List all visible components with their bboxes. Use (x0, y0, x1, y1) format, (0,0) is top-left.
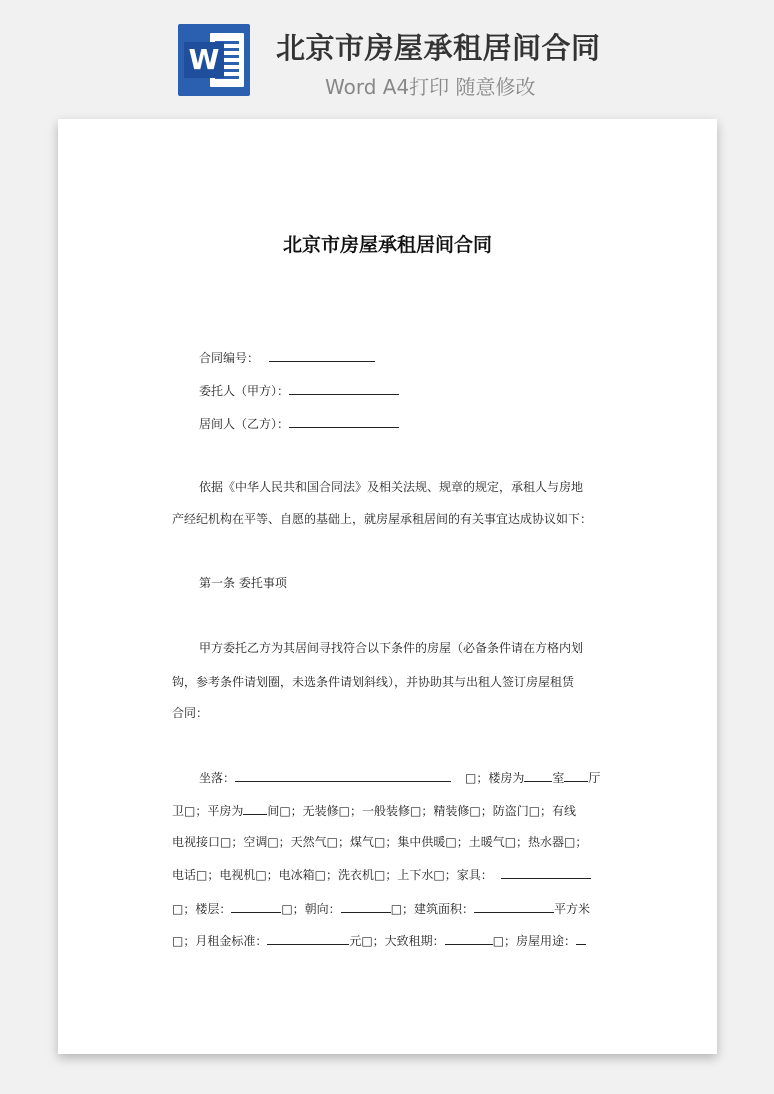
article-1-title: 第一条 委托事项 (199, 576, 287, 590)
location-label: 坐落： (199, 771, 236, 785)
halls-field[interactable] (564, 769, 588, 782)
building-label: □；楼房为 (465, 771, 525, 785)
client-field[interactable] (289, 382, 399, 395)
document-page (58, 119, 717, 1054)
document-title: 北京市房屋承租居间合同 (282, 234, 492, 256)
lease-term-field[interactable] (445, 932, 493, 945)
broker-field[interactable] (289, 415, 399, 428)
bungalow-rooms-field[interactable] (243, 802, 267, 815)
contract-number-field[interactable] (269, 349, 375, 362)
intro-line-2: 产经纪机构在平等、自愿的基础上，就房屋承租居间的有关事宜达成协议如下： (172, 512, 593, 526)
usage-label: □；房屋用途： (492, 934, 577, 948)
condition-line-3: 电视接口□；空调□；天然气□；煤气□；集中供暖□；土暖气□；热水器□； (172, 835, 588, 849)
condition-line-2 (172, 802, 576, 819)
usage-field[interactable] (576, 932, 586, 945)
header-subtitle: Word A4打印 随意修改 (325, 75, 536, 99)
contract-number-line (199, 349, 375, 366)
location-field[interactable] (235, 769, 451, 782)
condition-line-4 (172, 866, 591, 883)
area-label: □；建筑面积： (390, 902, 475, 916)
floor-field[interactable] (231, 900, 281, 913)
condition-line-5 (172, 900, 590, 917)
rooms-unit: 室 (552, 771, 565, 785)
contract-number-label: 合同编号： (199, 351, 260, 365)
broker-line (199, 415, 399, 432)
article-1-line-1: 甲方委托乙方为其居间寻找符合以下条件的房屋（必备条件请在方格内划 (199, 641, 584, 655)
rooms-field[interactable] (524, 769, 552, 782)
header-banner (0, 0, 774, 118)
area-field[interactable] (474, 900, 554, 913)
rent-label: □；月租金标准： (172, 934, 268, 948)
appliance-options: 电话□；电视机□；电冰箱□；洗衣机□；上下水□；家具： (172, 868, 493, 882)
lease-term-label: 元□；大致租期： (349, 934, 445, 948)
rent-field[interactable] (267, 932, 349, 945)
header-title: 北京市房屋承租居间合同 (276, 31, 601, 65)
condition-line-1 (199, 769, 600, 786)
decoration-options: 间□；无装修□；一般装修□；精装修□；防盗门□；有线 (267, 804, 577, 818)
watermark (90, 469, 114, 498)
floor-label: □；楼层： (172, 902, 232, 916)
word-icon (178, 24, 250, 96)
client-line (199, 382, 399, 399)
article-1-line-3: 合同： (172, 706, 209, 720)
client-label: 委托人（甲方）： (199, 384, 290, 398)
orientation-field[interactable] (341, 900, 391, 913)
condition-line-6 (172, 932, 586, 949)
intro-line-1: 依据《中华人民共和国合同法》及相关法规、规章的规定，承租人与房地 (199, 480, 584, 494)
broker-label: 居间人（乙方）： (199, 417, 290, 431)
bungalow-label: 卫□；平房为 (172, 804, 244, 818)
area-unit: 平方米 (554, 902, 591, 916)
orientation-label: □；朝向： (281, 902, 341, 916)
word-icon-letter: W (184, 42, 224, 78)
furniture-field[interactable] (501, 866, 591, 879)
article-1-line-2: 钩，参考条件请划圈，未选条件请划斜线），并协助其与出租人签订房屋租赁 (172, 675, 575, 689)
halls-unit: 厅 (588, 771, 601, 785)
